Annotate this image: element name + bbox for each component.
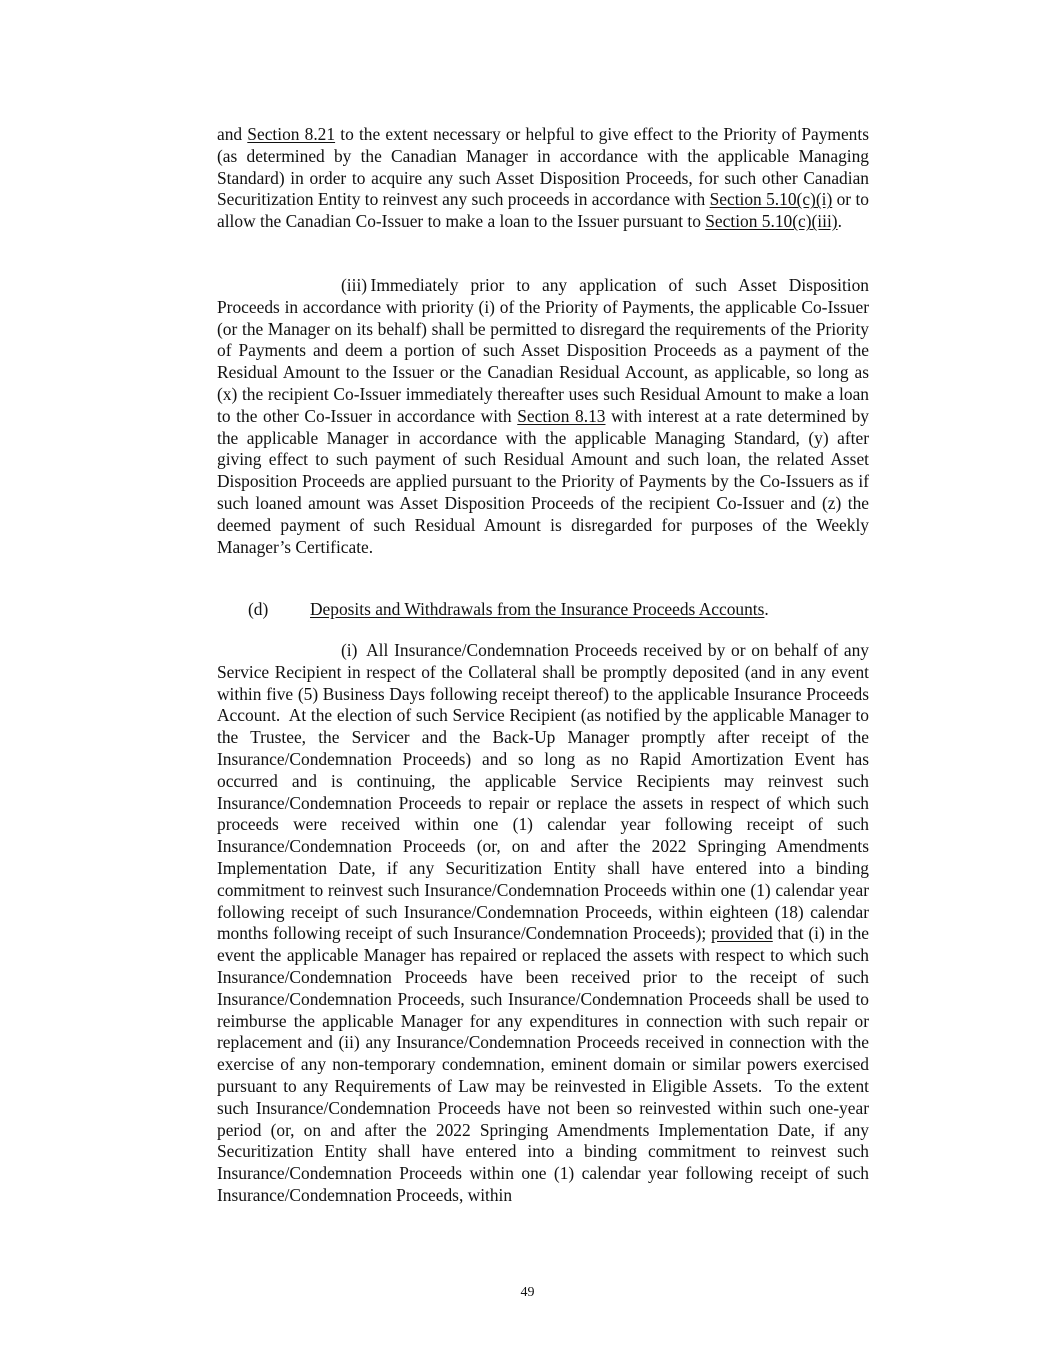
section-d-heading: (d) Deposits and Withdrawals from the Insurance Proceeds Accounts.: [248, 599, 769, 619]
section-8-21-reference: Section 8.21: [247, 124, 336, 144]
section-5-10-c-iii-reference: Section 5.10(c)(iii): [705, 211, 838, 232]
paragraph-i-insurance-proceeds: (i) All Insurance/Condemnation Proceeds received by or on behalf of any Service Recipient in respect of the Collateral shall be promptly deposited (and in any event within five (5) Business Days following receipt thereof) to the applicable Insurance Proceeds Account. At the election of such Service Recipient (as notified by the applicable Manager to the Trustee, the Servicer and the Back-Up Manager promptly after receipt of the Insurance/Condemnation Proceeds) and so long as no Rapid Amortization Event has occurred and is continuing, the applicable Service Recipients may reinvest such Insurance/Condemnation Proceeds to repair or replace the assets in respect of which such proceeds were received within one (1) calendar year following receipt of such Insurance/Condemnation Proceeds (or, on and after the 2022 Springing Amendments Implementation Date, if any Securitization Entity shall have entered into a binding commitment to reinvest such Insurance/Condemnation Proceeds within one (1) calendar year following receipt of such Insurance/Condemnation Proceeds, within eighteen (18) calendar months following receipt of such Insurance/Condemnation Proceeds); provided that (i) in the event the applicable Manager has repaired or replaced the assets with respect to which such Insurance/Condemnation Proceeds have been received prior to the receipt of such Insurance/Condemnation Proceeds, such Insurance/Condemnation Proceeds shall be used to reimburse the applicable Manager for any expenditures in connection with such repair or replacement and (ii) any Insurance/Condemnation Proceeds received in connection with the exercise of any non-temporary condemnation, eminent domain or similar powers exercised pursuant to any Requirements of Law may be reinvested in Eligible Assets. To the extent such Insurance/Condemnation Proceeds have not been so reinvested within such one-year period (or, on and after the 2022 Springing Amendments Implementation Date, if any Securitization Entity shall have entered into a binding commitment to reinvest such Insurance/Condemnation Proceeds within one (1) calendar year following receipt of such Insurance/Condemnation Proceeds, within: [217, 640, 870, 1205]
section-5-10-c-i-reference: Section 5.10(c)(i): [709, 189, 833, 210]
paragraph-iii-residual-amount: (iii) Immediately prior to any application of such Asset Disposition Proceeds in accordance with priority (i) of the Priority of Payments, the applicable Co-Issuer (or the Manager on its behalf) shall be permitted to disregard the requirements of the Priority of Payments and deem a portion of such Asset Disposition Proceeds as a payment of the Residual Amount to the Issuer or the Canadian Residual Account, as applicable, so long as (x) the recipient Co-Issuer immediately thereafter uses such Residual Amount to make a loan to the other Co-Issuer in accordance with Section 8.13 with interest at a rate determined by the applicable Manager in accordance with the applicable Managing Standard, (y) after giving effect to such payment of such Residual Amount and such loan, the related Asset Disposition Proceeds are applied pursuant to the Priority of Payments by the Co-Issuers as if such loaned amount was Asset Disposition Proceeds of the recipient Co-Issuer and (z) the deemed payment of such Residual Amount is disregarded for purposes of the Weekly Manager’s Certificate.: [217, 275, 870, 557]
section-d-label: (d): [248, 599, 269, 619]
provided-term: provided: [710, 923, 773, 944]
paragraph-asset-disposition-continuation: and Section 8.21 to the extent necessary or helpful to give effect to the Priority of Payments (as determined by the Canadian Manager in accordance with the applicable Managing Standard) in order to acquire any such Asset Disposition Proceeds, for such other Canadian Securitization Entity to reinvest any such proceeds in accordance with Section 5.10(c)(i) or to allow the Canadian Co-Issuer to make a loan to the Issuer pursuant to Section 5.10(c)(iii).: [217, 124, 869, 232]
page-number: 49: [520, 1285, 535, 1300]
section-8-13-reference: Section 8.13: [517, 405, 606, 426]
section-d-title: Deposits and Withdrawals from the Insurance Proceeds Accounts: [310, 599, 765, 619]
